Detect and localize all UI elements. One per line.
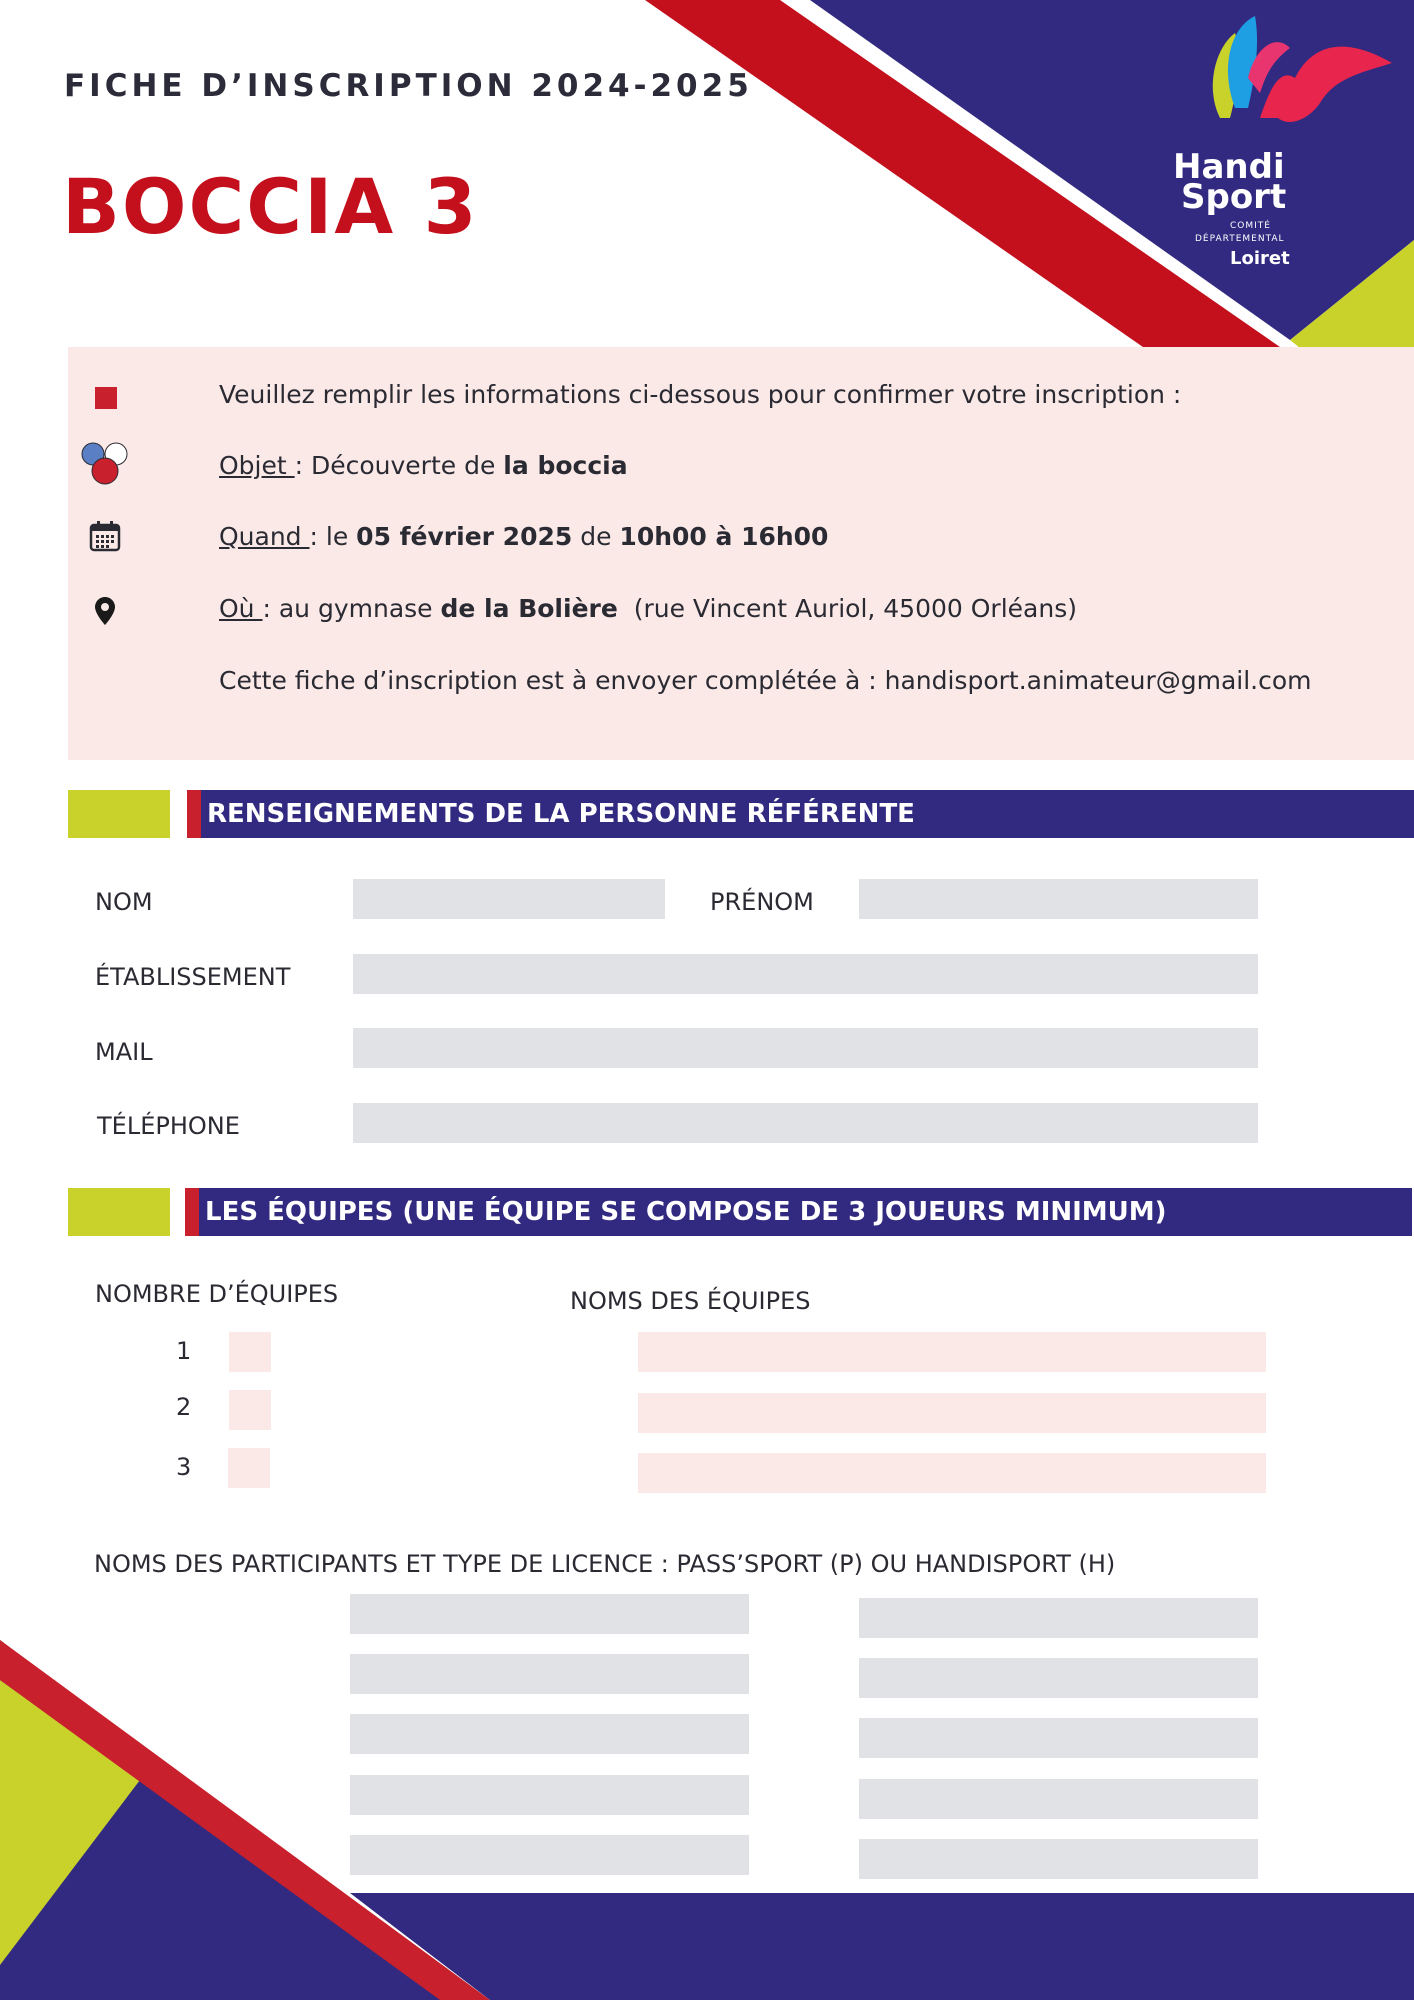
quand-text: : le bbox=[309, 522, 357, 551]
logo-text-handi: Handi bbox=[1173, 147, 1285, 187]
licence-field[interactable] bbox=[859, 1839, 1258, 1879]
ou-bold: de la Bolière bbox=[440, 594, 618, 623]
logo-text-sport: Sport bbox=[1181, 177, 1287, 217]
ou-line bbox=[219, 594, 1077, 623]
participant-field[interactable] bbox=[350, 1654, 749, 1694]
location-pin-icon bbox=[94, 596, 116, 626]
team-number-1: 1 bbox=[176, 1337, 192, 1365]
team-number-2: 2 bbox=[176, 1393, 192, 1421]
nom-field[interactable] bbox=[353, 879, 665, 919]
objet-label: Objet bbox=[219, 451, 295, 480]
team-name-field-2[interactable] bbox=[638, 1393, 1266, 1433]
mail-label: MAIL bbox=[95, 1038, 153, 1066]
team-count-label: NOMBRE D’ÉQUIPES bbox=[95, 1280, 339, 1308]
quand-line bbox=[219, 522, 828, 551]
ou-text: : au gymnase bbox=[262, 594, 441, 623]
calendar-icon bbox=[89, 520, 121, 552]
ou-address: (rue Vincent Auriol, 45000 Orléans) bbox=[617, 594, 1077, 623]
objet-line bbox=[219, 451, 628, 480]
teams-section-heading: LES ÉQUIPES (UNE ÉQUIPE SE COMPOSE DE 3 JOUEURS MINIMUM) bbox=[199, 1188, 1412, 1236]
quand-label: Quand bbox=[219, 522, 310, 551]
ou-label: Où bbox=[219, 594, 263, 623]
quand-text-2: de bbox=[572, 522, 620, 551]
objet-bold: la boccia bbox=[503, 451, 628, 480]
team-names-label: NOMS DES ÉQUIPES bbox=[570, 1287, 811, 1315]
send-instructions: Cette fiche d’inscription est à envoyer complétée à : handisport.animateur@gmail.com bbox=[219, 666, 1312, 695]
participants-label: NOMS DES PARTICIPANTS ET TYPE DE LICENCE : PASS’SPORT (P) OU HANDISPORT (H) bbox=[94, 1550, 1116, 1578]
logo-figure-icon bbox=[1160, 8, 1410, 158]
boccia-balls-icon bbox=[80, 441, 130, 487]
team-count-checkbox-2[interactable] bbox=[229, 1390, 271, 1430]
section-accent bbox=[68, 1188, 170, 1236]
handisport-logo bbox=[1160, 8, 1410, 278]
team-name-field-3[interactable] bbox=[638, 1453, 1266, 1493]
page-title: BOCCIA 3 bbox=[62, 162, 479, 251]
logo-text-comite: COMITÉ bbox=[1230, 221, 1271, 231]
quand-date: 05 février 2025 bbox=[356, 522, 573, 551]
team-name-field-1[interactable] bbox=[638, 1332, 1266, 1372]
licence-field[interactable] bbox=[859, 1658, 1258, 1698]
quand-hours: 10h00 à 16h00 bbox=[619, 522, 829, 551]
referent-section-heading: RENSEIGNEMENTS DE LA PERSONNE RÉFÉRENTE bbox=[201, 790, 1414, 838]
participant-field[interactable] bbox=[350, 1714, 749, 1754]
logo-text-loiret: Loiret bbox=[1230, 248, 1290, 269]
mail-field[interactable] bbox=[353, 1028, 1258, 1068]
telephone-label: TÉLÉPHONE bbox=[97, 1112, 240, 1140]
section-accent bbox=[68, 790, 170, 838]
team-number-3: 3 bbox=[176, 1453, 192, 1481]
team-count-checkbox-1[interactable] bbox=[229, 1332, 271, 1372]
info-box bbox=[68, 347, 1414, 760]
telephone-field[interactable] bbox=[353, 1103, 1258, 1143]
bullet-square-icon bbox=[95, 387, 117, 409]
participant-field[interactable] bbox=[350, 1835, 749, 1875]
participant-field[interactable] bbox=[350, 1594, 749, 1634]
prenom-field[interactable] bbox=[859, 879, 1258, 919]
licence-field[interactable] bbox=[859, 1598, 1258, 1638]
intro-text: Veuillez remplir les informations ci-dessous pour confirmer votre inscription : bbox=[219, 380, 1182, 409]
nom-label: NOM bbox=[95, 888, 153, 916]
licence-field[interactable] bbox=[859, 1718, 1258, 1758]
form-subtitle: FICHE D’INSCRIPTION 2024-2025 bbox=[64, 68, 753, 104]
etablissement-field[interactable] bbox=[353, 954, 1258, 994]
objet-text: : Découverte de bbox=[294, 451, 504, 480]
prenom-label: PRÉNOM bbox=[710, 888, 814, 916]
team-count-checkbox-3[interactable] bbox=[228, 1448, 270, 1488]
logo-text-departemental: DÉPARTEMENTAL bbox=[1195, 234, 1285, 244]
participant-field[interactable] bbox=[350, 1775, 749, 1815]
etablissement-label: ÉTABLISSEMENT bbox=[95, 963, 291, 991]
licence-field[interactable] bbox=[859, 1779, 1258, 1819]
